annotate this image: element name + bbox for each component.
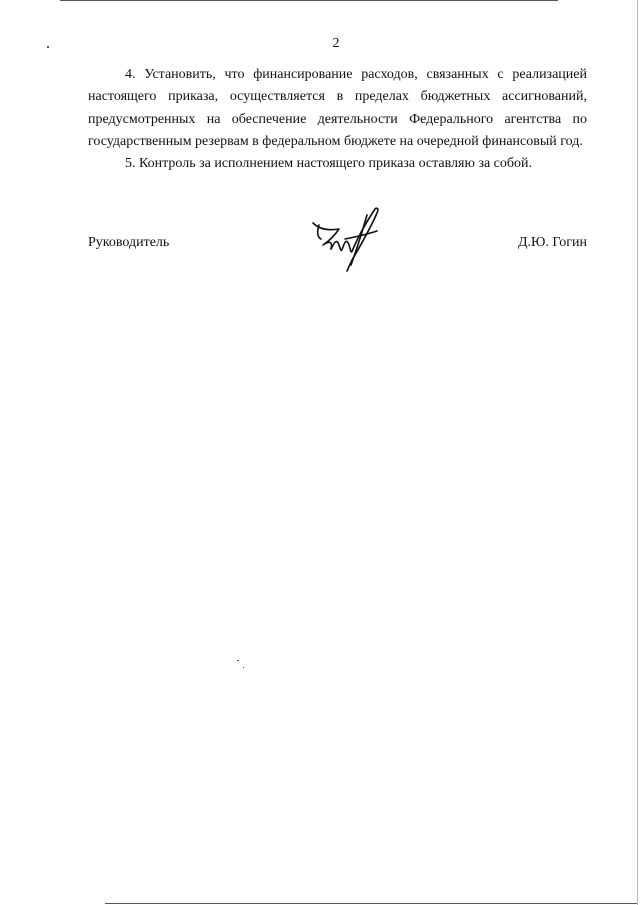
paragraph-5: 5. Контроль за исполнением настоящего приказа оставляю за собой. <box>125 156 533 172</box>
signer-name: Д.Ю. Гогин <box>517 235 587 250</box>
scan-edge-right <box>637 0 638 905</box>
handwritten-signature <box>305 205 385 275</box>
paragraph-4: 4. Установить, что финансирование расходов, связанных с реализацией настоящего приказа, осуществляется в пределах бюджетных ассигнований, предусмотренных на обеспечение деятельности Федерального агентства по государственным резервам в федеральном бюджете на очередной финансовый год. <box>88 67 587 149</box>
signer-title: Руководитель <box>88 235 170 250</box>
document-body <box>88 64 587 175</box>
scan-speck <box>237 660 239 661</box>
scan-edge-bottom <box>105 903 637 904</box>
scan-speck <box>243 667 244 668</box>
scan-edge-top <box>60 0 558 1</box>
page-number: 2 <box>332 36 340 51</box>
